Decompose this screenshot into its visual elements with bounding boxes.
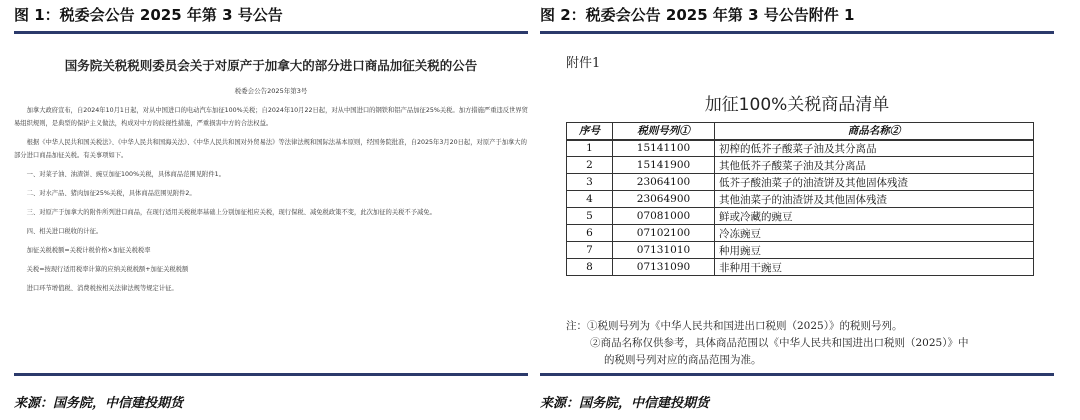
row-seq: 5 (567, 208, 613, 225)
figure-1-panel (14, 0, 528, 420)
tariff-list-title: 加征100%关税商品清单 (704, 95, 890, 115)
table-row (567, 225, 1034, 242)
note-2-continued: 的税则号列对应的商品范围为准。 (604, 354, 762, 366)
tariff-list-table (566, 122, 1034, 276)
table-row (567, 259, 1034, 276)
row-tariff-code: 23064900 (613, 191, 715, 208)
attachment-label: 附件1 (566, 56, 601, 71)
figure-2-source: 来源：国务院，中信建投期货 (540, 396, 710, 411)
column-header-product-name: 商品名称② (715, 123, 1034, 140)
figure-1-source: 来源：国务院，中信建投期货 (14, 396, 184, 411)
row-product-name: 其他油菜子的油渣饼及其他固体残渣 (715, 191, 1034, 208)
note-2: ②商品名称仅供参考，具体商品范围以《中华人民共和国进出口税则（2025）》中 (590, 337, 969, 349)
row-product-name: 鲜或冷藏的豌豆 (715, 208, 1034, 225)
row-product-name: 种用豌豆 (715, 242, 1034, 259)
figure-2-bottom-rule (540, 373, 1054, 376)
announcement-paragraph: 一、对菜子油、油渣饼、豌豆加征100%关税，具体商品范围见附件1。 (26, 171, 225, 178)
table-row (567, 140, 1034, 157)
announcement-paragraph: 关税=按现行适用税率计算的应纳关税税额+加征关税税额 (26, 266, 189, 273)
row-seq: 3 (567, 174, 613, 191)
row-product-name: 初榨的低芥子酸菜子油及其分离品 (715, 140, 1034, 157)
row-seq: 7 (567, 242, 613, 259)
column-header-tariff-code: 税则号列① (613, 123, 715, 140)
table-row (567, 191, 1034, 208)
announcement-paragraph: 加征关税税额=关税计税价格×加征关税税率 (26, 247, 151, 254)
announcement-paragraph: 二、对水产品、猪肉加征25%关税，具体商品范围见附件2。 (26, 190, 196, 197)
table-row (567, 174, 1034, 191)
row-product-name: 冷冻豌豆 (715, 225, 1034, 242)
row-product-name: 低芥子酸油菜子的油渣饼及其他固体残渣 (715, 174, 1034, 191)
row-product-name: 非种用干豌豆 (715, 259, 1034, 276)
figure-1-top-rule (14, 31, 528, 34)
figure-2-title: 图 2：税委会公告 2025 年第 3 号公告附件 1 (540, 6, 855, 24)
figure-1-bottom-rule (14, 373, 528, 376)
row-tariff-code: 07102100 (613, 225, 715, 242)
row-seq: 2 (567, 157, 613, 174)
row-tariff-code: 23064100 (613, 174, 715, 191)
announcement-paragraph: 加拿大政府宣布，自2024年10月1日起，对从中国进口的电动汽车加征100%关税；自2024年10月22日起，对从中国进口的钢铁和铝产品加征25%关税。加方措施严重违反世界贸易组织规则，是典型的保护主义做法，构成对中方的歧视性措施，严重损害中方的合法权益。 (14, 107, 528, 127)
table-header-row (567, 123, 1034, 140)
row-tariff-code: 07131090 (613, 259, 715, 276)
announcement-paragraph: 三、对原产于加拿大的附件所列进口商品，在现行适用关税税率基础上分别加征相应关税，现行保税、减免税政策不变，此次加征的关税不予减免。 (26, 209, 436, 216)
table-notes (566, 318, 1036, 369)
row-tariff-code: 15141900 (613, 157, 715, 174)
table-row (567, 157, 1034, 174)
figure-2-top-rule (540, 31, 1054, 34)
row-seq: 4 (567, 191, 613, 208)
announcement-body (14, 104, 528, 295)
row-product-name: 其他低芥子酸菜子油及其分离品 (715, 157, 1034, 174)
announcement-title: 国务院关税税则委员会关于对原产于加拿大的部分进口商品加征关税的公告 (64, 58, 478, 73)
announcement-document (14, 56, 528, 295)
row-tariff-code: 07131010 (613, 242, 715, 259)
row-seq: 6 (567, 225, 613, 242)
figure-1-title: 图 1：税委会公告 2025 年第 3 号公告 (14, 6, 283, 24)
announcement-paragraph: 四、相关进口税收的计征。 (26, 228, 103, 235)
row-tariff-code: 15141100 (613, 140, 715, 157)
announcement-paragraph: 进口环节增值税、消费税按相关法律法规等规定计征。 (26, 285, 178, 292)
column-header-seq: 序号 (567, 123, 613, 140)
announcement-number: 税委会公告2025年第3号 (234, 87, 308, 95)
figure-2-panel (540, 0, 1054, 420)
table-row (567, 242, 1034, 259)
row-tariff-code: 07081000 (613, 208, 715, 225)
note-1: 注：①税则号列为《中华人民共和国进出口税则（2025）》的税则号列。 (566, 320, 903, 332)
table-row (567, 208, 1034, 225)
row-seq: 1 (567, 140, 613, 157)
row-seq: 8 (567, 259, 613, 276)
announcement-paragraph: 根据《中华人民共和国关税法》、《中华人民共和国海关法》、《中华人民共和国对外贸易法》等法律法规和国际法基本原则，经国务院批准，自2025年3月20日起，对原产于加拿大的部分进口商品加征关税。有关事项如下。 (14, 139, 527, 159)
